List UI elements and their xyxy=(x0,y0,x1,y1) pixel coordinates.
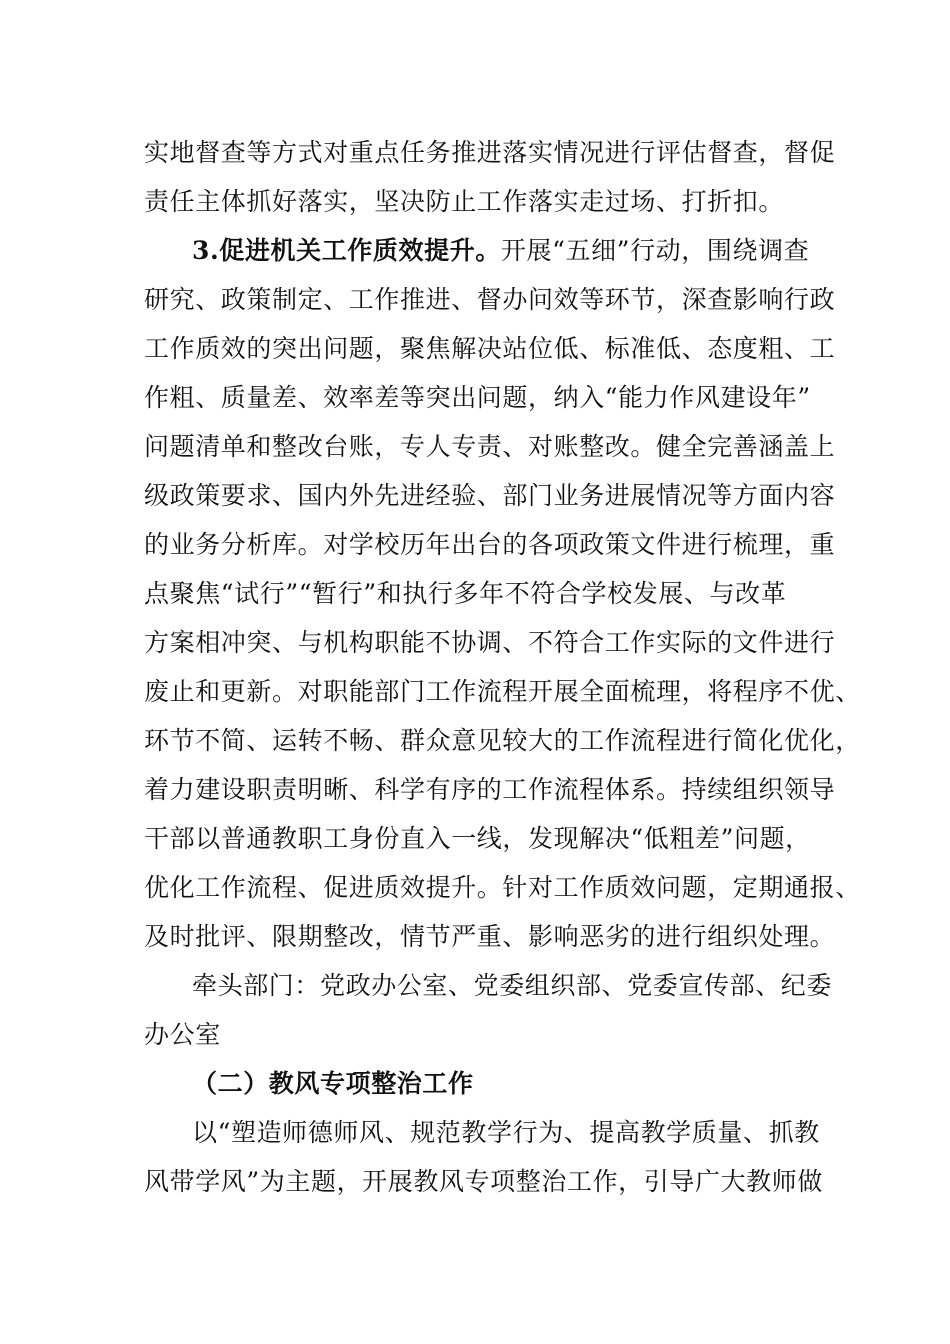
paragraph-line: 工作质效的突出问题，聚焦解决站位低、标准低、态度粗、工 xyxy=(144,334,836,363)
paragraph-line: 作粗、质量差、效率差等突出问题，纳入“能力作风建设年” xyxy=(144,383,811,412)
lead-department: 牵头部门：党政办公室、党委组织部、党委宣传部、纪委 xyxy=(192,971,833,1000)
section-intro: 以“塑造师德师风、规范教学行为、提高教学质量、抓教 xyxy=(192,1118,820,1147)
paragraph-line: 问题清单和整改台账，专人专责、对账整改。健全完善涵盖上 xyxy=(144,432,836,461)
paragraph-line: 及时批评、限期整改，情节严重、影响恶劣的进行组织处理。 xyxy=(144,922,836,951)
section-heading: （二）教风专项整治工作 xyxy=(192,1069,474,1098)
paragraph-line: 研究、政策制定、工作推进、督办问效等环节，深查影响行政 xyxy=(144,285,836,314)
paragraph-line: 环节不简、运转不畅、群众意见较大的工作流程进行简化优化， xyxy=(144,726,861,755)
paragraph-line: 着力建设职责明晰、科学有序的工作流程体系。持续组织领导 xyxy=(144,775,836,804)
paragraph-line: 点聚焦“试行”“暂行”和执行多年不符合学校发展、与改革 xyxy=(144,579,787,608)
item-3-text: 开展“五细”行动，围绕调查 xyxy=(500,236,810,265)
paragraph-line: 的业务分析库。对学校历年出台的各项政策文件进行梳理，重 xyxy=(144,530,836,559)
paragraph-line: 级政策要求、国内外先进经验、部门业务进展情况等方面内容 xyxy=(144,481,836,510)
paragraph-line: 实地督查等方式对重点任务推进落实情况进行评估督查，督促 xyxy=(144,138,836,167)
paragraph-line: 责任主体抓好落实，坚决防止工作落实走过场、打折扣。 xyxy=(144,187,785,216)
paragraph-line: 优化工作流程、促进质效提升。针对工作质效问题，定期通报、 xyxy=(144,873,861,902)
paragraph-line: 办公室 xyxy=(144,1020,221,1049)
item-3-line xyxy=(192,236,809,266)
paragraph-line: 废止和更新。对职能部门工作流程开展全面梳理，将程序不优、 xyxy=(144,677,861,706)
paragraph-line: 干部以普通教职工身份直入一线，发现解决“低粗差”问题， xyxy=(144,824,811,853)
paragraph-line: 风带学风”为主题，开展教风专项整治工作，引导广大教师做 xyxy=(144,1167,823,1196)
item-3-heading: 3.促进机关工作质效提升。 xyxy=(192,236,501,265)
paragraph-line: 方案相冲突、与机构职能不协调、不符合工作实际的文件进行 xyxy=(144,628,836,657)
